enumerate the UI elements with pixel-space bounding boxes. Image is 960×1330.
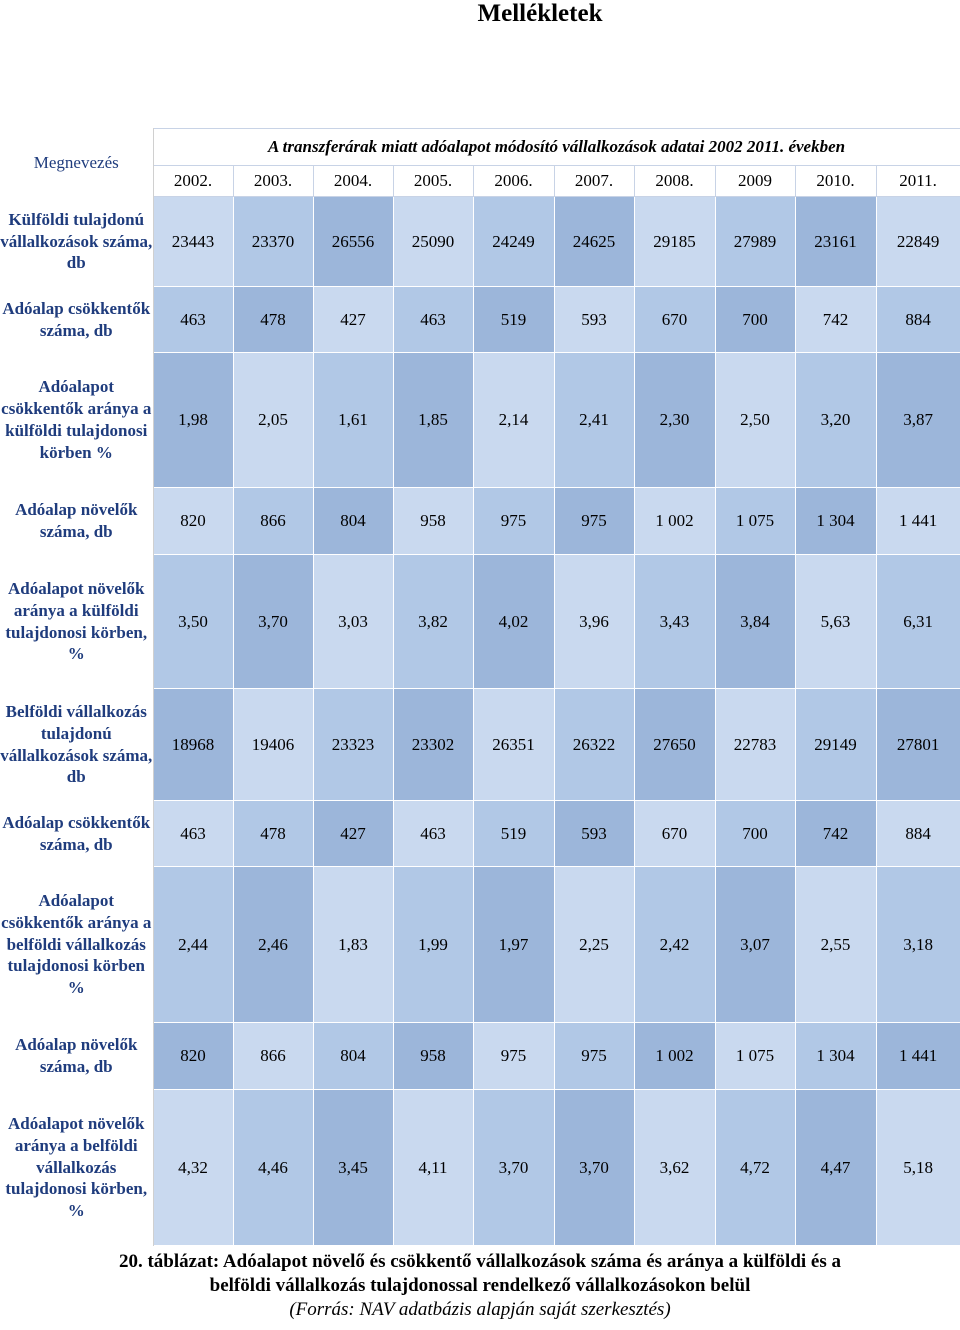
- table-cell: 18968: [153, 689, 233, 801]
- year-header: 2002.: [153, 166, 233, 197]
- table-cell: 29149: [795, 689, 876, 801]
- table-cell: 3,18: [876, 867, 960, 1023]
- table-cell: 975: [554, 1023, 634, 1090]
- table-cell: 884: [876, 801, 960, 867]
- table-cell: 1 304: [795, 488, 876, 555]
- table-cell: 1 002: [634, 1023, 715, 1090]
- table-cell: 2,05: [233, 353, 313, 488]
- table-cell: 2,50: [715, 353, 795, 488]
- table-cell: 23302: [393, 689, 473, 801]
- table-row: [0, 867, 960, 1023]
- row-label: Adóalapot növelők aránya a belföldi vállalkozás tulajdonosi körben, %: [0, 1090, 153, 1246]
- table-cell: 26351: [473, 689, 554, 801]
- table-cell: 23443: [153, 197, 233, 287]
- table-cell: 4,72: [715, 1090, 795, 1246]
- table-cell: 3,50: [153, 555, 233, 689]
- table-cell: 1,99: [393, 867, 473, 1023]
- table-cell: 958: [393, 488, 473, 555]
- row-label: Adóalap növelők száma, db: [0, 1023, 153, 1090]
- table-cell: 1,61: [313, 353, 393, 488]
- table-cell: 593: [554, 287, 634, 353]
- year-header: 2008.: [634, 166, 715, 197]
- table-cell: 3,03: [313, 555, 393, 689]
- table-cell: 3,87: [876, 353, 960, 488]
- table-cell: 2,55: [795, 867, 876, 1023]
- table-cell: 3,70: [473, 1090, 554, 1246]
- table-row: [0, 197, 960, 287]
- table-cell: 975: [473, 1023, 554, 1090]
- table-cell: 3,43: [634, 555, 715, 689]
- table-row: [0, 488, 960, 555]
- table-cell: 4,47: [795, 1090, 876, 1246]
- table-cell: 5,63: [795, 555, 876, 689]
- table-cell: 3,45: [313, 1090, 393, 1246]
- year-header: 2007.: [554, 166, 634, 197]
- row-label: Belföldi vállalkozás tulajdonú vállalkozások száma, db: [0, 689, 153, 801]
- table-cell: 463: [153, 801, 233, 867]
- year-header: 2004.: [313, 166, 393, 197]
- table-cell: 975: [473, 488, 554, 555]
- table-cell: 4,02: [473, 555, 554, 689]
- row-label: Adóalap növelők száma, db: [0, 488, 153, 555]
- table-cell: 670: [634, 287, 715, 353]
- table-cell: 1 304: [795, 1023, 876, 1090]
- table-cell: 463: [393, 801, 473, 867]
- table-cell: 2,25: [554, 867, 634, 1023]
- table-cell: 19406: [233, 689, 313, 801]
- table-cell: 463: [393, 287, 473, 353]
- table-cell: 1 075: [715, 488, 795, 555]
- table-cell: 1 441: [876, 488, 960, 555]
- table-cell: 2,41: [554, 353, 634, 488]
- table-cell: 700: [715, 287, 795, 353]
- table-cell: 742: [795, 801, 876, 867]
- table-cell: 1,83: [313, 867, 393, 1023]
- row-label: Adóalapot növelők aránya a külföldi tulajdonosi körben, %: [0, 555, 153, 689]
- table-cell: 3,70: [233, 555, 313, 689]
- page-title: Mellékletek: [477, 0, 603, 27]
- year-header: 2006.: [473, 166, 554, 197]
- table-cell: 27801: [876, 689, 960, 801]
- year-header: 2010.: [795, 166, 876, 197]
- table-cell: 463: [153, 287, 233, 353]
- table-cell: 2,44: [153, 867, 233, 1023]
- table-cell: 24249: [473, 197, 554, 287]
- table-cell: 25090: [393, 197, 473, 287]
- row-label: Adóalapot csökkentők aránya a belföldi vállalkozás tulajdonosi körben %: [0, 867, 153, 1023]
- table-cell: 24625: [554, 197, 634, 287]
- table-cell: 3,82: [393, 555, 473, 689]
- table-cell: 519: [473, 287, 554, 353]
- table-cell: 670: [634, 801, 715, 867]
- table-cell: 3,07: [715, 867, 795, 1023]
- table-cell: 478: [233, 801, 313, 867]
- row-label: Adóalap csökkentők száma, db: [0, 801, 153, 867]
- table-cell: 3,70: [554, 1090, 634, 1246]
- table-cell: 2,46: [233, 867, 313, 1023]
- table-cell: 519: [473, 801, 554, 867]
- table-cell: 1 002: [634, 488, 715, 555]
- table-cell: 1 441: [876, 1023, 960, 1090]
- table-cell: 4,11: [393, 1090, 473, 1246]
- table-cell: 23323: [313, 689, 393, 801]
- table-cell: 1 075: [715, 1023, 795, 1090]
- table-row: [0, 1023, 960, 1090]
- table-cell: 3,20: [795, 353, 876, 488]
- table-cell: 866: [233, 488, 313, 555]
- table-cell: 27989: [715, 197, 795, 287]
- table-cell: 27650: [634, 689, 715, 801]
- name-header: Megnevezés: [0, 129, 153, 197]
- table-cell: 4,46: [233, 1090, 313, 1246]
- table-cell: 3,62: [634, 1090, 715, 1246]
- table-cell: 23161: [795, 197, 876, 287]
- table-cell: 593: [554, 801, 634, 867]
- table-cell: 26556: [313, 197, 393, 287]
- table-row: [0, 353, 960, 488]
- table-cell: 1,97: [473, 867, 554, 1023]
- table-cell: 5,18: [876, 1090, 960, 1246]
- table-cell: 884: [876, 287, 960, 353]
- table-cell: 2,30: [634, 353, 715, 488]
- table-cell: 804: [313, 1023, 393, 1090]
- table-caption: A transzferárak miatt adóalapot módosító vállalkozások adatai 2002 2011. években: [153, 129, 960, 166]
- year-header: 2005.: [393, 166, 473, 197]
- table-cell: 958: [393, 1023, 473, 1090]
- table-cell: 1,85: [393, 353, 473, 488]
- table-cell: 700: [715, 801, 795, 867]
- table-cell: 3,96: [554, 555, 634, 689]
- table-cell: 975: [554, 488, 634, 555]
- table-cell: 742: [795, 287, 876, 353]
- table-row: [0, 287, 960, 353]
- table-cell: 22849: [876, 197, 960, 287]
- row-label: Adóalap csökkentők száma, db: [0, 287, 153, 353]
- year-header: 2003.: [233, 166, 313, 197]
- table-cell: 820: [153, 1023, 233, 1090]
- table-row: [0, 801, 960, 867]
- table-cell: 804: [313, 488, 393, 555]
- year-header: 2011.: [876, 166, 960, 197]
- caption-line-2: belföldi vállalkozás tulajdonossal rendelkező vállalkozásokon belül: [209, 1275, 751, 1296]
- table-cell: 23370: [233, 197, 313, 287]
- table-cell: 3,84: [715, 555, 795, 689]
- table-cell: 427: [313, 287, 393, 353]
- table-footer: [0, 1250, 960, 1322]
- source-note: (Forrás: NAV adatbázis alapján saját szerkesztés): [289, 1299, 671, 1320]
- table-cell: 4,32: [153, 1090, 233, 1246]
- table-cell: 478: [233, 287, 313, 353]
- table-cell: 6,31: [876, 555, 960, 689]
- table-cell: 820: [153, 488, 233, 555]
- table-cell: 427: [313, 801, 393, 867]
- row-label: Külföldi tulajdonú vállalkozások száma, db: [0, 197, 153, 287]
- table-cell: 2,14: [473, 353, 554, 488]
- table-row: [0, 1090, 960, 1246]
- table-cell: 22783: [715, 689, 795, 801]
- caption-line-1: 20. táblázat: Adóalapot növelő és csökkentő vállalkozások száma és aránya a külföldi és a: [118, 1251, 842, 1272]
- table-row: [0, 689, 960, 801]
- table-cell: 2,42: [634, 867, 715, 1023]
- table-row: [0, 555, 960, 689]
- data-table: [0, 128, 960, 1246]
- year-header: 2009: [715, 166, 795, 197]
- table-cell: 866: [233, 1023, 313, 1090]
- table-cell: 29185: [634, 197, 715, 287]
- row-label: Adóalapot csökkentők aránya a külföldi tulajdonosi körben %: [0, 353, 153, 488]
- table-cell: 26322: [554, 689, 634, 801]
- table-cell: 1,98: [153, 353, 233, 488]
